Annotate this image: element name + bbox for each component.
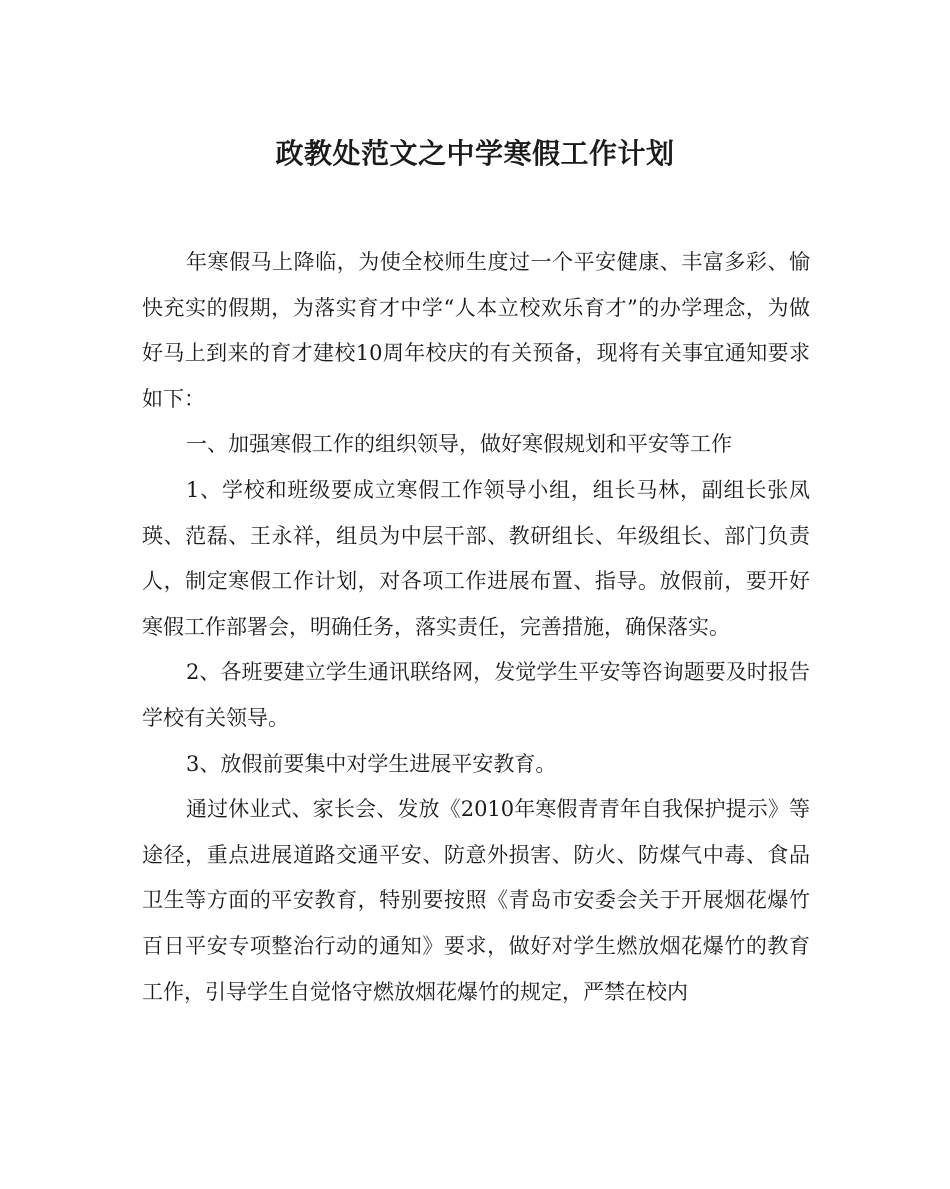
document-title: 政教处范文之中学寒假工作计划 [275,137,675,170]
paragraph-item-2: 2、各班要建立学生通讯联络网，发觉学生平安等咨询题要及时报告学校有关领导。 [142,660,810,730]
document-body [142,240,810,1015]
paragraph-item-1: 1、学校和班级要成立寒假工作领导小组，组长马林，副组长张凤瑛、范磊、王永祥，组员为中层干部、教研组长、年级组长、部门负责人，制定寒假工作计划，对各项工作进展布置、指导。放假前，要开好寒假工作部署会，明确任务，落实责任，完善措施，确保落实。 [142,477,810,639]
paragraph-safety-education: 通过休业式、家长会、发放《2010年寒假青青年自我保护提示》等途径，重点进展道路交通平安、防意外损害、防火、防煤气中毒、食品卫生等方面的平安教育，特别要按照《青岛市安委会关于开展烟花爆竹百日平安专项整治行动的通知》要求，做好对学生燃放烟花爆竹的教育工作，引导学生自觉恪守燃放烟花爆竹的规定，严禁在校内 [142,797,810,1004]
paragraph-item-3: 3、放假前要集中对学生进展平安教育。 [186,751,557,776]
paragraph-intro: 年寒假马上降临，为使全校师生度过一个平安健康、丰富多彩、愉快充实的假期，为落实育才中学“人本立校欢乐育才”的办学理念，为做好马上到来的育才建校10周年校庆的有关预备，现将有关事宜通知要求如下： [142,250,810,411]
paragraph-section-heading: 一、加强寒假工作的组织领导，做好寒假规划和平安等工作 [186,432,732,457]
